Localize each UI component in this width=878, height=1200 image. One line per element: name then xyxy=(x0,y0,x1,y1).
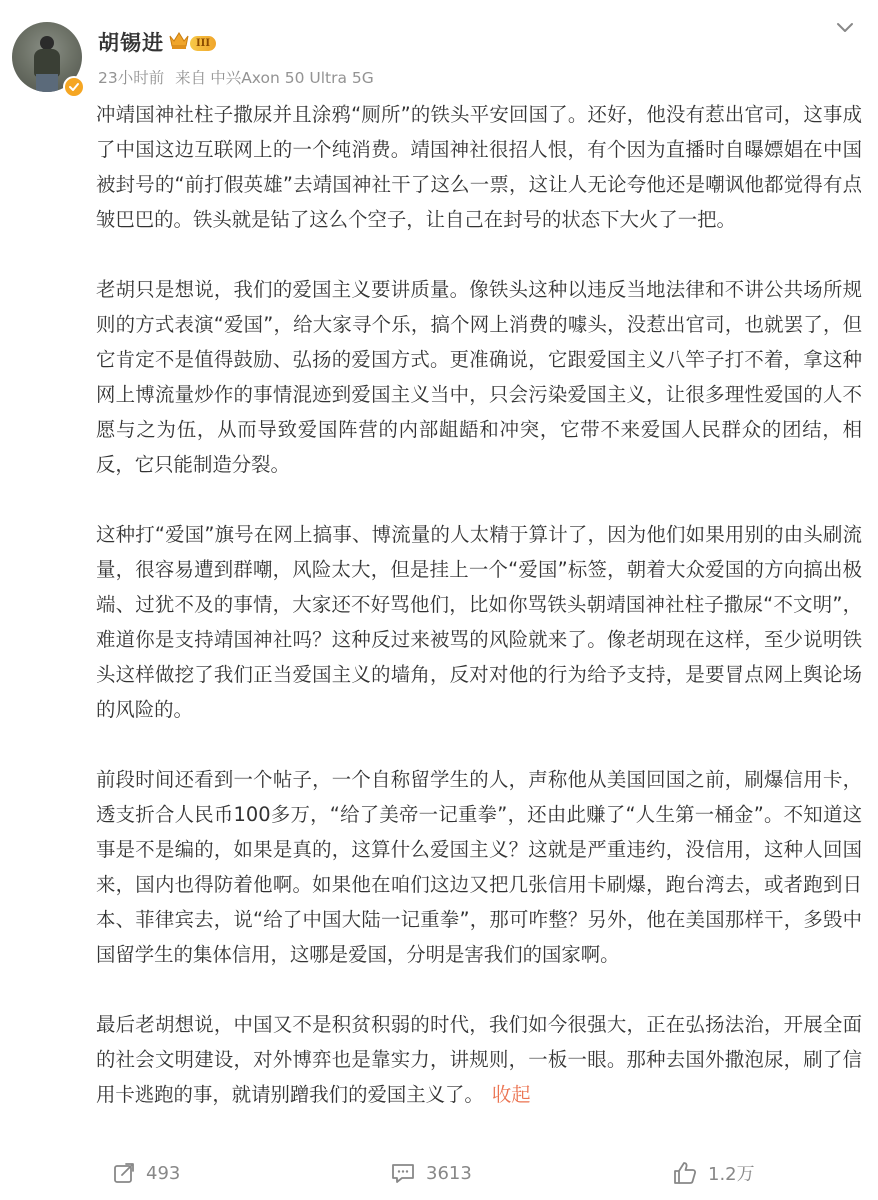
comment-icon xyxy=(390,1161,416,1185)
comment-button[interactable] xyxy=(390,1155,472,1191)
collapse-link[interactable]: 收起 xyxy=(491,1083,531,1106)
crown-icon xyxy=(168,30,190,50)
like-button[interactable] xyxy=(672,1155,755,1191)
repost-count: 493 xyxy=(146,1162,181,1184)
avatar[interactable] xyxy=(12,22,84,100)
post-content xyxy=(96,97,862,1112)
action-bar xyxy=(0,1155,878,1191)
like-count: 1.2万 xyxy=(708,1164,755,1185)
author-name[interactable]: 胡锡进 xyxy=(98,31,164,55)
paragraph-1: 冲靖国神社柱子撒尿并且涂鸦“厕所”的铁头平安回国了。还好，他没有惹出官司，这事成了中国这边互联网上的一个纯消费。靖国神社很招人恨，有个因为直播时自曝嫖娼在中国被封号的“前打假英雄”去靖国神社干了这么一票，这让人无论夸他还是嘲讽他都觉得有点皱巴巴的。铁头就是钻了这么个空子，让自己在封号的状态下大火了一把。 xyxy=(96,103,862,231)
member-level-badge[interactable]: III xyxy=(190,36,216,51)
verified-icon xyxy=(63,76,85,98)
post-meta xyxy=(98,66,380,88)
paragraph-4: 前段时间还看到一个帖子，一个自称留学生的人，声称他从美国回国之前，刷爆信用卡，透支折合人民币100多万，“给了美帝一记重拳”，还由此赚了“人生第一桶金”。不知道这事是不是编的，如果是真的，这算什么爱国主义？这就是严重违约，没信用，这种人回国来，国内也得防着他啊。如果他在咱们这边又把几张信用卡刷爆，跑台湾去，或者跑到日本、菲律宾去，说“给了中国大陆一记重拳”，那可咋整？另外，他在美国那样干，多毁中国留学生的集体信用，这哪是爱国，分明是害我们的国家啊。 xyxy=(96,768,862,966)
paragraph-5-text: 最后老胡想说，中国又不是积贫积弱的时代，我们如今很强大，正在弘扬法治，开展全面的社会文明建设，对外博弈也是靠实力，讲规则，一板一眼。那种去国外撒泡尿，刷了信用卡逃跑的事，就请别蹭我们的爱国主义了。 xyxy=(96,1013,862,1106)
chevron-down-icon[interactable] xyxy=(836,22,854,34)
source-prefix: 来自 xyxy=(175,69,207,87)
repost-icon xyxy=(112,1161,136,1185)
paragraph-2: 老胡只是想说，我们的爱国主义要讲质量。像铁头这种以违反当地法律和不讲公共场所规则的方式表演“爱国”，给大家寻个乐，搞个网上消费的噱头，没惹出官司，也就罢了，但它肯定不是值得鼓励、弘扬的爱国方式。更准确说，它跟爱国主义八竿子打不着，拿这种网上博流量炒作的事情混迹到爱国主义当中，只会污染爱国主义，让很多理性爱国的人不愿与之为伍，从而导致爱国阵营的内部龃龉和冲突，它带不来爱国人民群众的团结，相反，它只能制造分裂。 xyxy=(96,278,862,476)
post-time[interactable]: 23小时前 xyxy=(98,69,165,87)
source-device: 中兴Axon 50 Ultra 5G xyxy=(210,69,374,87)
repost-button[interactable] xyxy=(112,1155,180,1191)
paragraph-5 xyxy=(96,1007,862,1112)
thumbs-up-icon xyxy=(672,1160,698,1186)
comment-count: 3613 xyxy=(426,1162,472,1184)
paragraph-3: 这种打“爱国”旗号在网上搞事、博流量的人太精于算计了，因为他们如果用别的由头刷流量，很容易遭到群嘲，风险太大，但是挂上一个“爱国”标签，朝着大众爱国的方向搞出极端、过犹不及的事情，大家还不好骂他们，比如你骂铁头朝靖国神社柱子撒尿“不文明”，难道你是支持靖国神社吗？这种反过来被骂的风险就来了。像老胡现在这样，至少说明铁头这样做挖了我们正当爱国主义的墙角，反对对他的行为给予支持，是要冒点网上舆论场的风险的。 xyxy=(96,523,862,721)
